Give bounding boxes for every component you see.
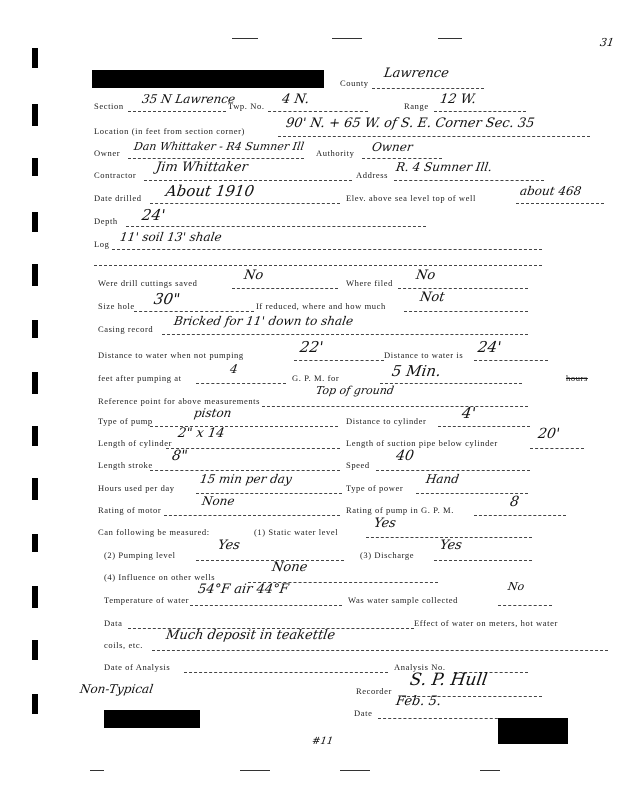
- cyl-length-label: Length of cylinder: [98, 438, 173, 448]
- suction-label: Length of suction pipe below cylinder: [346, 438, 498, 448]
- hours-used-label: Hours used per day: [98, 483, 175, 493]
- feet-after-label: feet after pumping at: [98, 373, 182, 383]
- reference-label: Reference point for above measurements: [98, 396, 261, 406]
- motor-value: None: [201, 494, 236, 508]
- filed-label: Where filed: [346, 278, 393, 288]
- speed-value: 40: [394, 448, 415, 464]
- speed-label: Speed: [346, 460, 370, 470]
- dist-is-value: 24': [476, 338, 503, 356]
- pump-type-label: Type of pump: [98, 416, 153, 426]
- can-measure-label: Can following be measured:: [98, 527, 210, 537]
- filed-value: No: [414, 268, 437, 283]
- feet-after-value: 4: [229, 362, 239, 376]
- log-label: Log: [94, 239, 110, 249]
- owner-value: Dan Whittaker - R4 Sumner Ill: [133, 140, 305, 153]
- section-label: Section: [94, 101, 124, 111]
- pump-type-value: piston: [193, 406, 233, 420]
- dist-is-label: Distance to water is: [384, 350, 464, 360]
- owner-label: Owner: [94, 148, 121, 158]
- twp-value: 4 N.: [280, 92, 311, 107]
- date-drilled-label: Date drilled: [94, 193, 142, 203]
- size-hole-value: 30": [152, 290, 182, 308]
- range-label: Range: [404, 101, 429, 111]
- gpm-for-value: 5 Min.: [390, 362, 443, 380]
- page-number: 31: [599, 36, 615, 49]
- analysis-date-label: Date of Analysis: [104, 662, 171, 672]
- effect-label: Effect of water on meters, hot water: [414, 618, 558, 628]
- range-value: 12 W.: [438, 92, 477, 107]
- authority-label: Authority: [316, 148, 355, 158]
- redaction-top: [92, 70, 324, 88]
- coils-label: coils, etc.: [104, 640, 143, 650]
- temperature-label: Temperature of water: [104, 595, 190, 605]
- authority-value: Owner: [371, 140, 414, 154]
- address-label: Address: [356, 170, 389, 180]
- cuttings-label: Were drill cuttings saved: [98, 278, 198, 288]
- bottom-mark: #11: [311, 736, 334, 747]
- pump-rating-label: Rating of pump in G. P. M.: [346, 505, 454, 515]
- coils-value: Much deposit in teakettle: [164, 628, 337, 643]
- discharge-value: Yes: [438, 538, 463, 553]
- casing-value: Bricked for 11' down to shale: [173, 314, 355, 328]
- cyl-length-value: 2" x 14: [176, 426, 226, 441]
- dist-cylinder-label: Distance to cylinder: [346, 416, 427, 426]
- log-value: 11' soil 13' shale: [119, 230, 223, 244]
- stroke-value: 8": [170, 448, 189, 464]
- pumping-level-label: (2) Pumping level: [104, 550, 176, 560]
- depth-value: 24': [140, 206, 167, 224]
- redaction-bottom-right: [498, 718, 568, 744]
- recorder-value: S. P. Hull: [408, 670, 489, 690]
- sample-label: Was water sample collected: [348, 595, 459, 605]
- record-date-value: Feb. 5.: [394, 694, 443, 709]
- record-date-label: Date: [354, 708, 373, 718]
- sample-value: No: [507, 580, 526, 593]
- discharge-label: (3) Discharge: [360, 550, 415, 560]
- reduced-value: Not: [418, 290, 446, 305]
- size-hole-label: Size hole: [98, 301, 135, 311]
- casing-label: Casing record: [98, 324, 154, 334]
- suction-value: 20': [536, 426, 561, 442]
- pumping-level-value: Yes: [216, 538, 241, 553]
- cuttings-value: No: [242, 268, 265, 283]
- motor-label: Rating of motor: [98, 505, 162, 515]
- elev-label: Elev. above sea level top of well: [346, 193, 476, 203]
- dist-cylinder-value: 4': [460, 404, 477, 422]
- hours-used-value: 15 min per day: [199, 472, 293, 486]
- twp-label: Twp. No.: [228, 101, 265, 111]
- reduced-label: If reduced, where and how much: [256, 301, 386, 311]
- contractor-value: Jim Whittaker: [154, 160, 249, 175]
- contractor-label: Contractor: [94, 170, 137, 180]
- county-value: Lawrence: [382, 66, 450, 81]
- static-level-label: (1) Static water level: [254, 527, 339, 537]
- location-label: Location (in feet from section corner): [94, 126, 245, 136]
- data-label: Data: [104, 618, 123, 628]
- influence-value: None: [270, 560, 309, 575]
- power-value: Hand: [425, 472, 461, 486]
- date-drilled-value: About 1910: [164, 182, 256, 200]
- temperature-value: 54°F air 44°F: [196, 582, 290, 597]
- influence-label: (4) Influence on other wells: [104, 572, 216, 582]
- county-label: County: [340, 78, 369, 88]
- stroke-label: Length stroke: [98, 460, 153, 470]
- dist-not-pumping-value: 22': [298, 338, 325, 356]
- recorder-label: Recorder: [356, 686, 392, 696]
- dist-not-pumping-label: Distance to water when not pumping: [98, 350, 244, 360]
- depth-label: Depth: [94, 216, 118, 226]
- section-value: 35 N Lawrence: [141, 92, 237, 106]
- location-value: 90' N. + 65 W. of S. E. Corner Sec. 35: [284, 116, 536, 131]
- elev-value: about 468: [519, 184, 583, 198]
- hours-label: hours: [566, 373, 588, 383]
- static-level-value: Yes: [372, 516, 397, 531]
- reference-value: Top of ground: [315, 384, 395, 397]
- gpm-for-label: G. P. M. for: [292, 373, 340, 383]
- pump-rating-value: 8: [508, 494, 521, 510]
- redaction-bottom-left: [104, 710, 200, 728]
- power-label: Type of power: [346, 483, 404, 493]
- address-value: R. 4 Sumner Ill.: [395, 160, 494, 174]
- analysis-no-label: Analysis No.: [394, 662, 446, 672]
- side-note: Non-Typical: [79, 682, 155, 696]
